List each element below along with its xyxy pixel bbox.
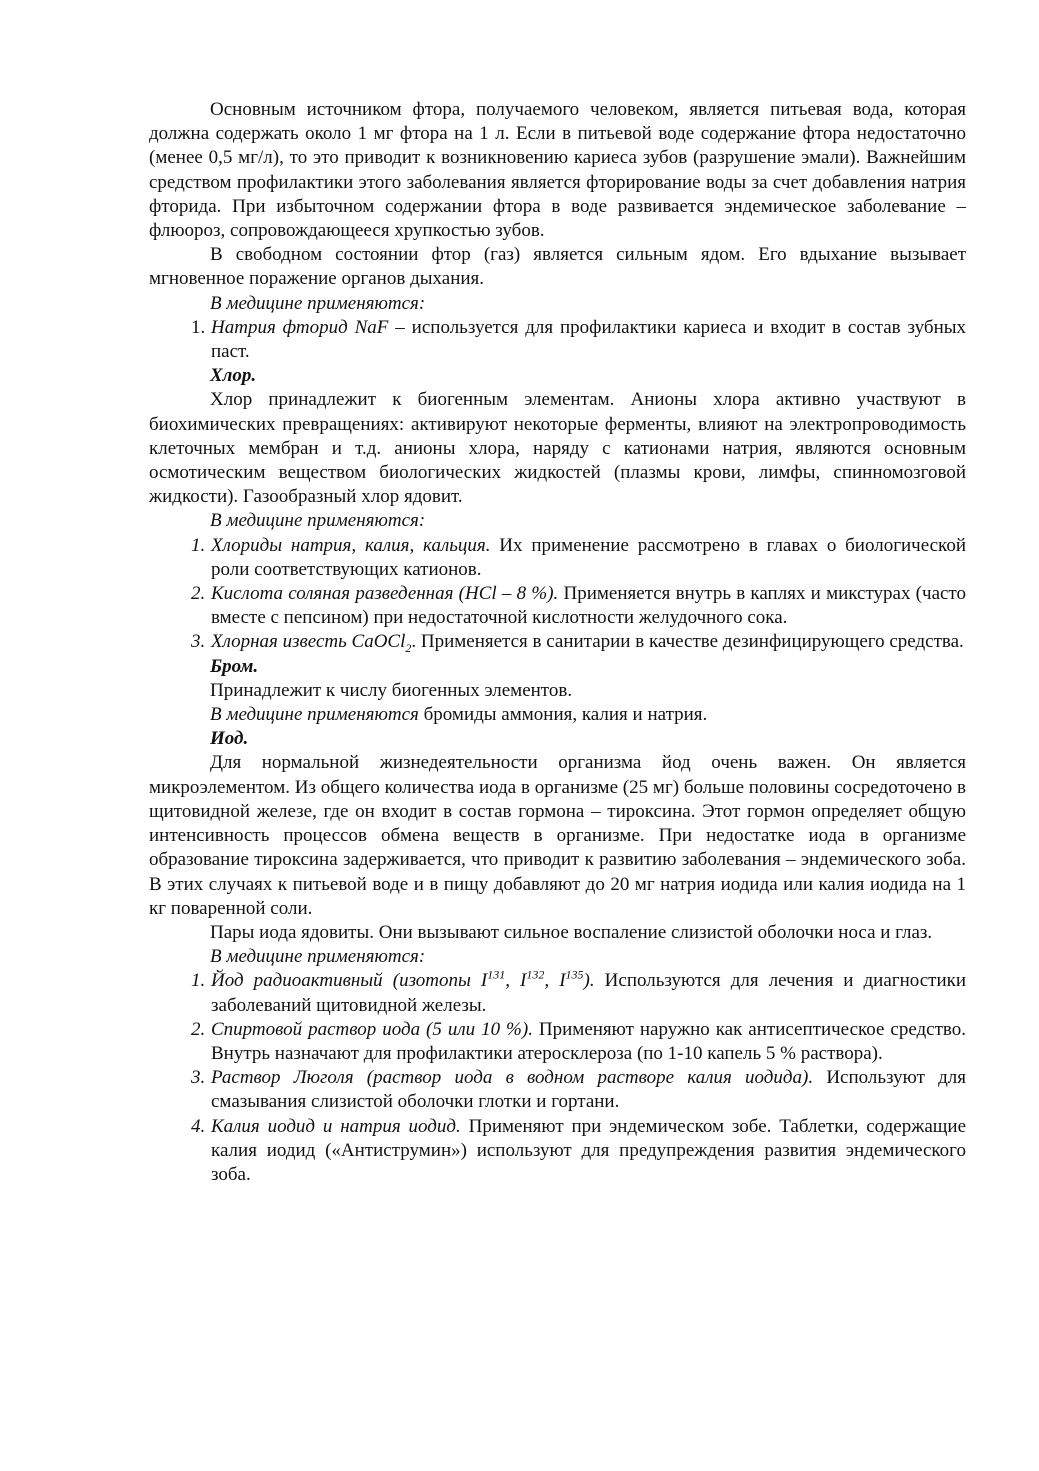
- chlorine-item-3-text: . Применяется в санитарии в качестве дезинфицирующего средства.: [411, 631, 964, 653]
- iodine-list-item-2: [210, 1018, 966, 1066]
- chlorine-item-3-name: Хлорная известь CaOCl: [211, 631, 406, 653]
- fluorine-item-1-text: – используется для профилактики кариеса и входит в состав зубных паст.: [211, 316, 966, 363]
- iodine-item-2-text: Применяют наружно как антисептическое средство. Внутрь назначают для профилактики атеросклероза (по 1-10 капель 5 % раствора).: [211, 1018, 967, 1064]
- iodine-item-1-sep-1: , I: [505, 970, 527, 992]
- iodine-list-item-4: [210, 1115, 966, 1188]
- fluorine-paragraph-2: В свободном состоянии фтор (газ) является сильным ядом. Его вдыхание вызывает мгновенное поражение органов дыхания.: [149, 244, 966, 290]
- bromine-medical-use-text: бромиды аммония, калия и натрия.: [418, 704, 708, 726]
- iodine-isotope-132: 132: [526, 967, 545, 982]
- chlorine-medical-use-intro: В медицине применяются:: [210, 510, 426, 532]
- iodine-paragraph-2: Пары иода ядовиты. Они вызывают сильное воспаление слизистой оболочки носа и глаз.: [210, 921, 933, 943]
- chlorine-item-2-text: Применяется внутрь в каплях и микстурах (часто вместе с пепсином) при недостаточной кислотности желудочного сока.: [211, 583, 966, 629]
- iodine-paragraph-1: Для нормальной жизнедеятельности организма йод очень важен. Он является микроэлементом. Из общего количества иода в организме (25 мг) больше половины сосредоточено в щитовидной железе, где он входит в состав гормона – тироксина. Этот гормон определяет общую интенсивность процессов обмена веществ в организме. При недостатке иода в организме образование тироксина задерживается, что приводит к развитию заболевания – эндемического зоба. В этих случаях к питьевой воде и в пищу добавляют до 20 мг натрия иодида или калия иодида на 1 кг поваренной соли.: [149, 752, 966, 919]
- fluorine-medical-use-intro: В медицине применяются:: [210, 292, 426, 314]
- iodine-item-3-name: Раствор Люголя (раствор иода в водном растворе калия иодида).: [211, 1067, 814, 1089]
- bromine-medical-use-label: В медицине применяются: [210, 704, 419, 726]
- bromine-medical-use: [149, 703, 966, 727]
- chlorine-paragraph-1: Хлор принадлежит к биогенным элементам. Анионы хлора активно участвуют в биохимических превращениях: активируют некоторые ферменты, влияют на электропроводимость клеточных мембран и т.д. анионы хлора, наряду с катионами натрия, являются основным осмотическим веществом биологических жидкостей (плазмы крови, лимфы, спинномозговой жидкости). Газообразный хлор ядовит.: [149, 389, 966, 508]
- document-page: [149, 98, 966, 1187]
- fluorine-paragraph-1: Основным источником фтора, получаемого человеком, является питьевая вода, которая должна содержать около 1 мг фтора на 1 л. Если в питьевой воде содержание фтора недостаточно (менее 0,5 мг/л), то это приводит к возникновению кариеса зубов (разрушение эмали). Важнейшим средством профилактики этого заболевания является фторирование воды за счет добавления натрия фторида. При избыточном содержании фтора в воде развивается эндемическое заболевание – флюороз, сопровождающееся хрупкостью зубов.: [149, 99, 966, 242]
- chlorine-list-item-1: [210, 534, 966, 582]
- iodine-medical-use-list: [149, 969, 966, 1187]
- chlorine-item-1-name: Хлориды натрия, калия, кальция.: [211, 534, 491, 556]
- iodine-item-1-text: Используются для лечения и диагностики заболеваний щитовидной железы.: [211, 970, 967, 1016]
- chlorine-item-2-name: Кислота соляная разведенная (HCl – 8 %).: [211, 583, 559, 605]
- fluorine-item-1-name: Натрия фторид NaF: [211, 316, 389, 338]
- iodine-item-4-name: Калия иодид и натрия иодид.: [211, 1115, 461, 1137]
- chlorine-list-item-3: [210, 630, 966, 654]
- chlorine-list-item-2: [210, 582, 966, 630]
- fluorine-list-item-1: [210, 316, 966, 364]
- chlorine-item-1-text: Их применение рассмотрено в главах о биологической роли соответствующих катионов.: [211, 534, 966, 580]
- iodine-item-1-name: [211, 967, 595, 992]
- iodine-item-4-text: Применяют при эндемическом зобе. Таблетки, содержащие калия иодид («Антиструмин») используют для предупреждения развития эндемического зоба.: [211, 1115, 966, 1185]
- bromine-paragraph-1: Принадлежит к числу биогенных элементов.: [210, 679, 573, 701]
- iodine-item-1-name-b: ).: [583, 970, 595, 992]
- iodine-list-item-3: [210, 1066, 966, 1114]
- iodine-medical-use-intro: В медицине применяются:: [210, 946, 426, 968]
- bromine-heading: Бром.: [210, 655, 259, 677]
- iodine-item-3-text: Используют для смазывания слизистой оболочки глотки и гортани.: [211, 1067, 967, 1113]
- iodine-item-1-name-a: Йод радиоактивный (изотопы I: [211, 970, 488, 992]
- iodine-item-2-name: Спиртовой раствор иода (5 или 10 %).: [211, 1018, 533, 1040]
- iodine-list-item-1: [210, 969, 966, 1017]
- iodine-heading: Иод.: [210, 728, 249, 750]
- iodine-item-1-sep-2: , I: [544, 970, 566, 992]
- fluorine-medical-use-list: [149, 316, 966, 364]
- chlorine-item-3-subscript: 2: [405, 641, 412, 656]
- chlorine-heading: Хлор.: [210, 365, 257, 387]
- iodine-isotope-135: 135: [565, 967, 584, 982]
- iodine-isotope-131: 131: [487, 967, 506, 982]
- chlorine-medical-use-list: [149, 534, 966, 655]
